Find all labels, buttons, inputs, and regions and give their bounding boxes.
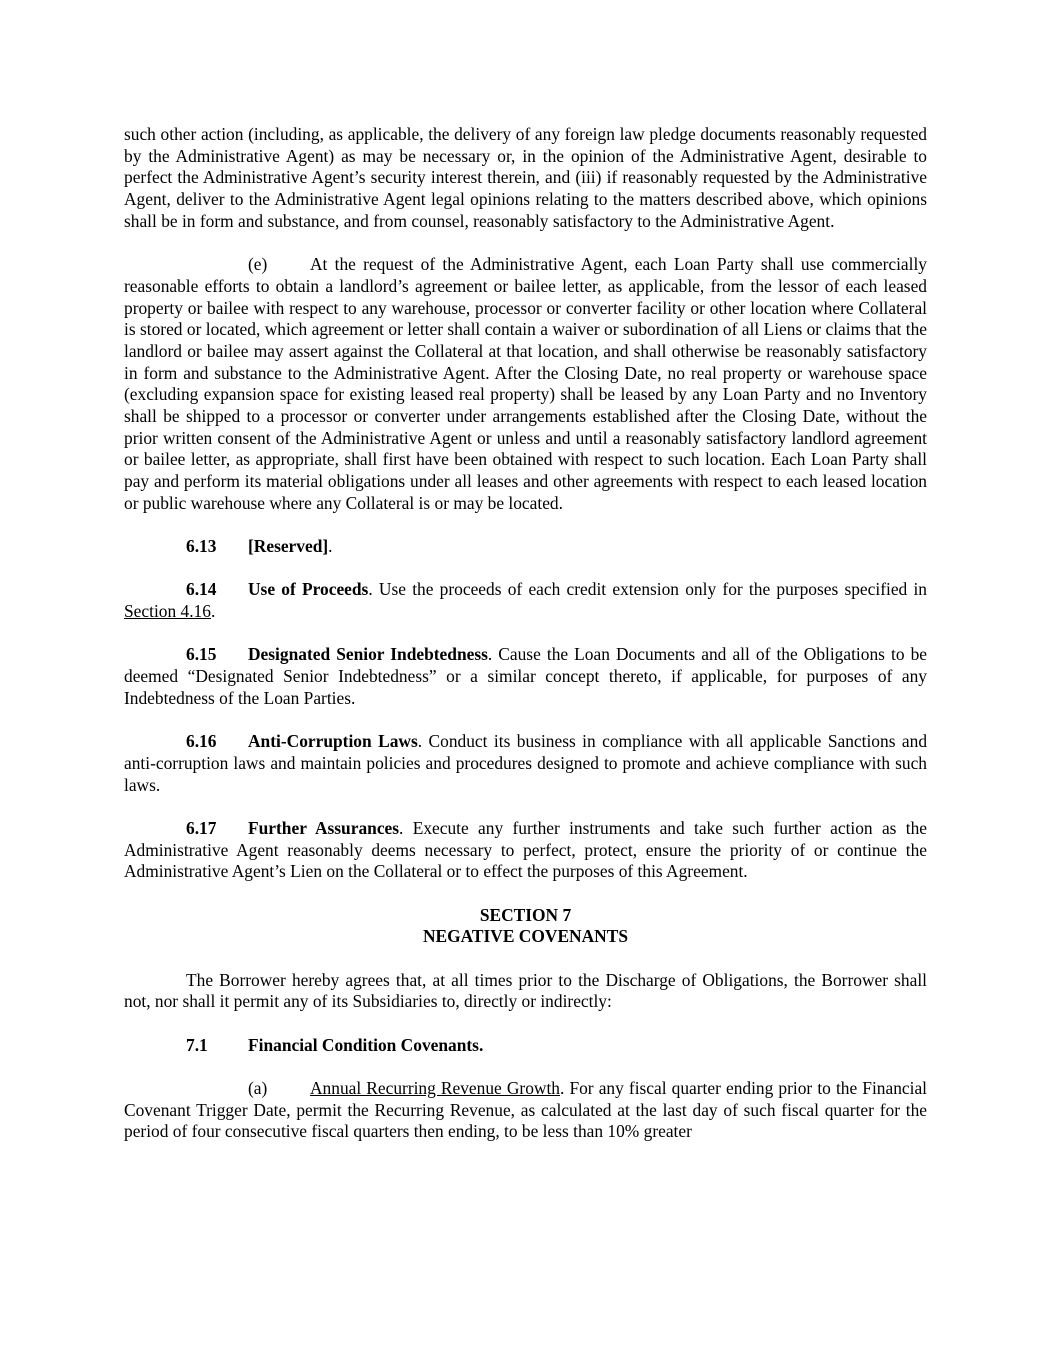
section-6-17	[124, 818, 927, 883]
section-6-13-punct: .	[328, 536, 333, 557]
section-6-14-title: Use of Proceeds	[248, 579, 369, 600]
section-4-16-reference: Section 4.16	[124, 601, 211, 622]
section-6-14	[124, 579, 927, 622]
section-6-16	[124, 731, 927, 796]
section-6-16-number: 6.16	[186, 731, 217, 752]
section-7-1-title: Financial Condition Covenants.	[248, 1034, 484, 1055]
section-7-1-number: 7.1	[186, 1034, 208, 1055]
section-7-heading	[124, 905, 927, 948]
section-6-14-text: . Use the proceeds of each credit extension only for the purposes specified in	[368, 579, 927, 600]
paragraph-a	[124, 1078, 927, 1143]
section-7-title: NEGATIVE COVENANTS	[422, 926, 629, 947]
paragraph-e-label: (e)	[248, 254, 268, 275]
section-6-13	[124, 536, 927, 558]
section-6-15-title: Designated Senior Indebtedness	[248, 644, 488, 665]
paragraph-a-label: (a)	[248, 1077, 268, 1098]
section-6-17-title: Further Assurances	[248, 817, 400, 838]
section-7-1	[124, 1035, 927, 1057]
section-7-intro: The Borrower hereby agrees that, at all times prior to the Discharge of Obligations, the Borrower shall not, nor shall it permit any of its Subsidiaries to, directly or indirectly:	[124, 969, 927, 1012]
section-6-13-number: 6.13	[186, 536, 217, 557]
paragraph-e	[124, 254, 927, 514]
section-6-15	[124, 644, 927, 709]
section-6-14-end: .	[210, 601, 216, 622]
paragraph-e-text: At the request of the Administrative Agent, each Loan Party shall use commercially reasonable efforts to obtain a landlord’s agreement or bailee letter, as applicable, from the lessor of each leased property or bailee with respect to any warehouse, processor or converter facility or other location where Collateral is stored or located, which agreement or letter shall contain a waiver or subordination of all Liens or claims that the landlord or bailee may assert against the Collateral at that location, and shall otherwise be reasonably satisfactory in form and substance to the Administrative Agent. After the Closing Date, no real property or warehouse space (excluding expansion space for existing leased real property) shall be leased by any Loan Party and no Inventory shall be shipped to a processor or converter under arrangements established after the Closing Date, without the prior written consent of the Administrative Agent or unless and until a reasonably satisfactory landlord agreement or bailee letter, as appropriate, shall first have been obtained with respect to such location. Each Loan Party shall pay and perform its material obligations under all leases and other agreements with respect to each leased location or public warehouse where any Collateral is or may be located.	[124, 254, 927, 513]
section-6-17-text: . Execute any further instruments and take such further action as the Administrative Agent reasonably deems necessary to perfect, protect, ensure the priority of or continue the Administrative Agent’s Lien on the Collateral or to effect the purposes of this Agreement.	[124, 817, 928, 882]
section-6-14-number: 6.14	[186, 579, 217, 600]
section-6-13-title: [Reserved]	[248, 536, 329, 557]
section-6-16-text: . Conduct its business in compliance with all applicable Sanctions and anti-corruption laws and maintain policies and procedures designed to promote and achieve compliance with such laws.	[124, 731, 928, 795]
section-6-15-text: . Cause the Loan Documents and all of the Obligations to be deemed “Designated Senior Indebtedness” or a similar concept thereto, if applicable, for purposes of any Indebtedness of the Loan Parties.	[124, 644, 927, 708]
section-6-16-title: Anti-Corruption Laws	[248, 731, 418, 752]
paragraph-a-text: . For any fiscal quarter ending prior to the Financial Covenant Trigger Date, permit the Recurring Revenue, as calculated at the last day of such fiscal quarter for the period of four consecutive fiscal quarters then ending, to be less than 10% greater	[124, 1077, 927, 1142]
section-6-15-number: 6.15	[186, 644, 217, 665]
paragraph-continuation: such other action (including, as applicable, the delivery of any foreign law pledge documents reasonably requested by the Administrative Agent) as may be necessary or, in the opinion of the Administrative Agent, desirable to perfect the Administrative Agent’s security interest therein, and (iii) if reasonably requested by the Administrative Agent, deliver to the Administrative Agent legal opinions relating to the matters described above, which opinions shall be in form and substance, and from counsel, reasonably satisfactory to the Administrative Agent.	[124, 124, 927, 231]
section-7-number: SECTION 7	[479, 904, 572, 925]
document-page	[124, 124, 927, 1165]
section-6-17-number: 6.17	[186, 817, 217, 838]
paragraph-a-title: Annual Recurring Revenue Growth	[310, 1077, 560, 1098]
